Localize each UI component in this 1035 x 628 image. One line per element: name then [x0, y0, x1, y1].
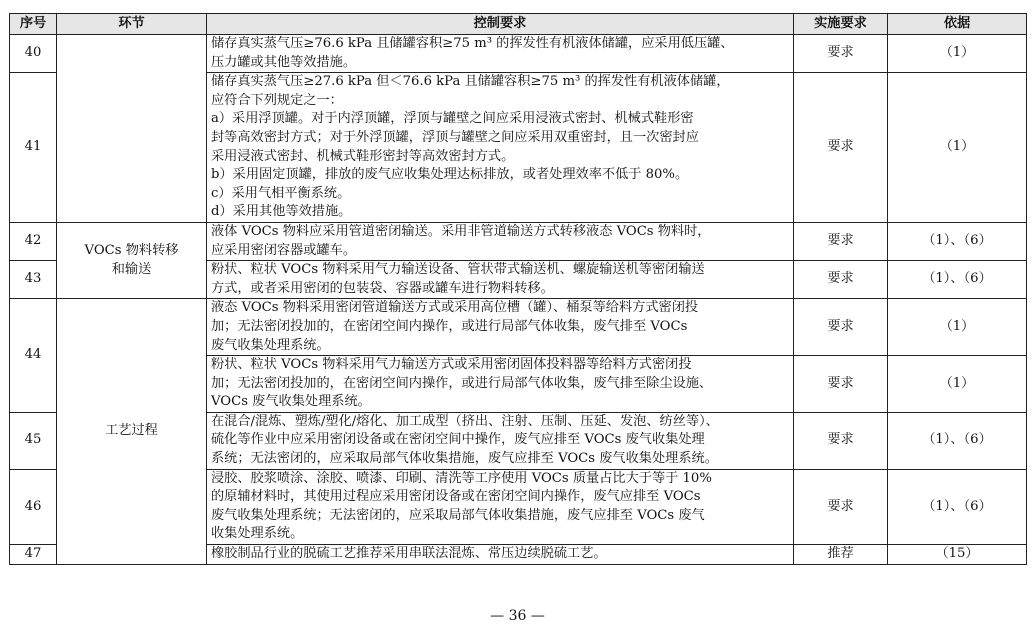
requirement-cell	[207, 261, 794, 299]
table-row	[10, 222, 1027, 260]
requirement-line: b）采用固定顶罐，排放的废气应收集处理达标排放，或者处理效率不低于 80%。	[211, 167, 689, 183]
row-number: 47	[10, 545, 57, 565]
impl-cell: 要求	[794, 73, 888, 223]
requirement-line: a）采用浮顶罐。对于内浮顶罐，浮顶与罐壁之间应采用浸液式密封、机械式鞋形密	[211, 111, 694, 127]
requirement-line: 封等高效密封方式；对于外浮顶罐，浮顶与罐壁之间应采用双重密封，且一次密封应	[211, 129, 699, 145]
requirement-line: 应采用密闭容器或罐车。	[211, 242, 357, 258]
impl-cell: 要求	[794, 299, 888, 356]
stage-cell-vocs-transfer	[57, 222, 207, 298]
requirement-line: 液态 VOCs 物料采用密闭管道输送方式或采用高位槽（罐）、桶泵等给料方式密闭投	[211, 300, 699, 316]
row-number: 44	[10, 299, 57, 413]
requirement-cell	[207, 356, 794, 413]
basis-cell: （1）	[888, 35, 1027, 73]
requirement-line: 加；无法密闭投加的，在密闭空间内操作，或进行局部气体收集，废气排至 VOCs	[211, 318, 688, 334]
basis-cell: （1）	[888, 356, 1027, 413]
row-number: 42	[10, 222, 57, 260]
requirement-line: 采用浸液式密封、机械式鞋形密封等高效密封方式。	[211, 148, 515, 164]
header-no: 序号	[10, 14, 57, 35]
requirement-cell	[207, 299, 794, 356]
impl-cell: 推荐	[794, 545, 888, 565]
requirement-cell	[207, 35, 794, 73]
requirement-line: d）采用其他等效措施。	[211, 204, 352, 220]
row-number: 41	[10, 73, 57, 223]
basis-cell: （1）、（6）	[888, 469, 1027, 544]
basis-cell: （1）、（6）	[888, 261, 1027, 299]
requirement-cell	[207, 222, 794, 260]
basis-cell: （1）	[888, 73, 1027, 223]
table-header-row	[10, 14, 1027, 35]
basis-cell: （1）、（6）	[888, 222, 1027, 260]
impl-cell: 要求	[794, 469, 888, 544]
impl-cell: 要求	[794, 261, 888, 299]
control-requirements-table	[9, 13, 1027, 565]
header-basis: 依据	[888, 14, 1027, 35]
requirement-line: 应符合下列规定之一：	[211, 92, 343, 108]
header-stage: 环节	[57, 14, 207, 35]
requirement-cell	[207, 469, 794, 544]
requirement-line: 储存真实蒸气压≥76.6 kPa 且储罐容积≥75 m³ 的挥发性有机液体储罐，应采用低压罐、	[211, 36, 734, 51]
requirement-line: 收集处理系统。	[211, 526, 304, 542]
requirement-line: 粉状、粒状 VOCs 物料采用气力输送设备、管状带式输送机、螺旋输送机等密闭输送	[211, 262, 705, 278]
basis-cell: （1）、（6）	[888, 412, 1027, 469]
row-number: 46	[10, 469, 57, 544]
basis-cell: （15）	[888, 545, 1027, 565]
requirement-line: 硫化等作业中应采用密闭设备或在密闭空间中操作，废气应排至 VOCs 废气收集处理	[211, 432, 705, 448]
requirement-line: c）采用气相平衡系统。	[211, 185, 351, 201]
row-number: 40	[10, 35, 57, 73]
requirement-cell	[207, 73, 794, 223]
stage-cell-process: 工艺过程	[57, 299, 207, 564]
impl-cell: 要求	[794, 356, 888, 413]
requirement-line: 系统；无法密闭的，应采取局部气体收集措施，废气应排至 VOCs 废气收集处理系统。	[211, 451, 718, 467]
requirement-line: VOCs 废气收集处理系统。	[211, 394, 371, 410]
requirement-line: 压力罐或其他等效措施。	[211, 54, 357, 70]
row-number: 43	[10, 261, 57, 299]
requirement-line: 浸胶、胶浆喷涂、涂胶、喷漆、印刷、清洗等工序使用 VOCs 质量占比大于等于 10%	[211, 470, 712, 486]
requirement-line: 废气收集处理系统；无法密闭的，应采取局部气体收集措施，废气应排至 VOCs 废气	[211, 507, 705, 523]
stage-cell-blank	[57, 35, 207, 223]
requirement-cell	[207, 412, 794, 469]
row-number: 45	[10, 412, 57, 469]
header-requirement: 控制要求	[207, 14, 794, 35]
basis-cell: （1）	[888, 299, 1027, 356]
table-row	[10, 299, 1027, 356]
table-row	[10, 35, 1027, 73]
requirement-line: 方式，或者采用密闭的包装袋、容器或罐车进行物料转移。	[211, 280, 554, 296]
stage-label-line: 和输送	[111, 261, 152, 277]
impl-cell: 要求	[794, 222, 888, 260]
impl-cell: 要求	[794, 35, 888, 73]
requirement-line: 的原辅材料时，其使用过程应采用密闭设备或在密闭空间内操作，废气应排至 VOCs	[211, 489, 701, 505]
page-number: — 36 —	[490, 608, 545, 624]
requirement-line: 储存真实蒸气压≥27.6 kPa 但＜76.6 kPa 且储罐容积≥75 m³ 的挥发性有机液体储罐，	[211, 74, 730, 90]
requirement-line: 在混合/混炼、塑炼/塑化/熔化、加工成型（挤出、注射、压制、压延、发泡、纺丝等）、	[211, 413, 719, 429]
stage-label-line: VOCs 物料转移	[84, 243, 179, 259]
requirement-line: 液体 VOCs 物料应采用管道密闭输送。采用非管道输送方式转移液态 VOCs 物料时，	[211, 223, 711, 239]
requirement-line: 粉状、粒状 VOCs 物料采用气力输送方式或采用密闭固体投料器等给料方式密闭投	[211, 357, 692, 373]
requirement-line: 橡胶制品行业的脱硫工艺推荐采用串联法混炼、常压边续脱硫工艺。	[211, 546, 607, 562]
requirement-cell	[207, 545, 794, 565]
requirement-line: 废气收集处理系统。	[211, 337, 330, 353]
impl-cell: 要求	[794, 412, 888, 469]
header-impl: 实施要求	[794, 14, 888, 35]
requirement-line: 加；无法密闭投加的，在密闭空间内操作，或进行局部气体收集，废气排至除尘设施、	[211, 375, 713, 391]
